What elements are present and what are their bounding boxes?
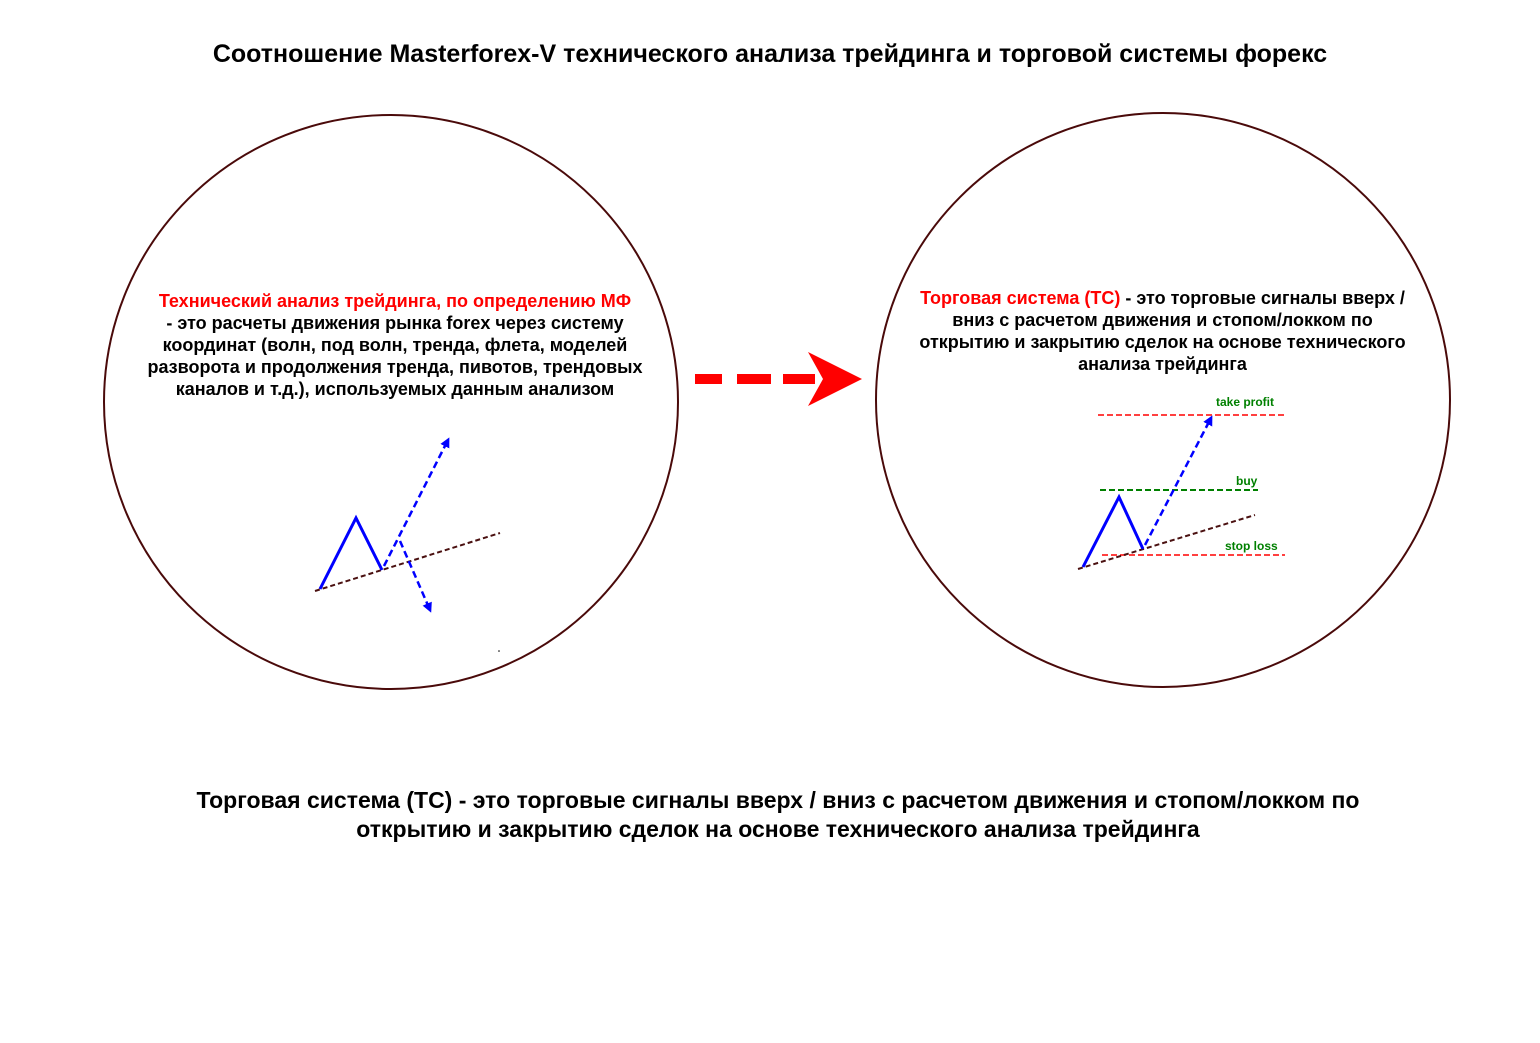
left-wave (320, 518, 382, 589)
right-wave (1083, 497, 1143, 567)
left-up-arrow-icon (384, 440, 448, 566)
right-circle (876, 113, 1450, 687)
stop-loss-label: stop loss (1225, 539, 1278, 553)
right-circle-text (905, 287, 1420, 375)
take-profit-label: take profit (1216, 395, 1275, 409)
left-circle-text (130, 290, 660, 400)
left-down-arrow-icon (400, 541, 430, 610)
footer-text: Торговая система (ТС) - это торговые сигналы вверх / вниз с расчетом движения и стопом/локком по открытию и закрытию сделок на основе технического анализа трейдинга (196, 787, 1360, 842)
buy-label: buy (1236, 474, 1258, 488)
right-up-arrow-icon (1145, 418, 1211, 545)
right-heading: Торговая система (ТС) (920, 288, 1121, 308)
left-heading: Технический анализ трейдинга, по определению МФ (158, 291, 632, 311)
right-body: - это торговые сигналы вверх / вниз с расчетом движения и стопом/локком по открытию и закрытию сделок на основе технического анализа трейдинга (919, 288, 1406, 374)
connector-arrow-icon (695, 352, 862, 406)
left-circle (104, 115, 678, 689)
page-title: Соотношение Masterforex-V технического анализа трейдинга и торговой системы форекс (212, 40, 1328, 68)
left-chart (315, 440, 500, 652)
left-body: - это расчеты движения рынка forex через систему координат (волн, под волн, тренда, флета, моделей разворота и продолжения тренда, пивотов, трендовых каналов и т.д.), используемых данным анализом (147, 313, 643, 399)
